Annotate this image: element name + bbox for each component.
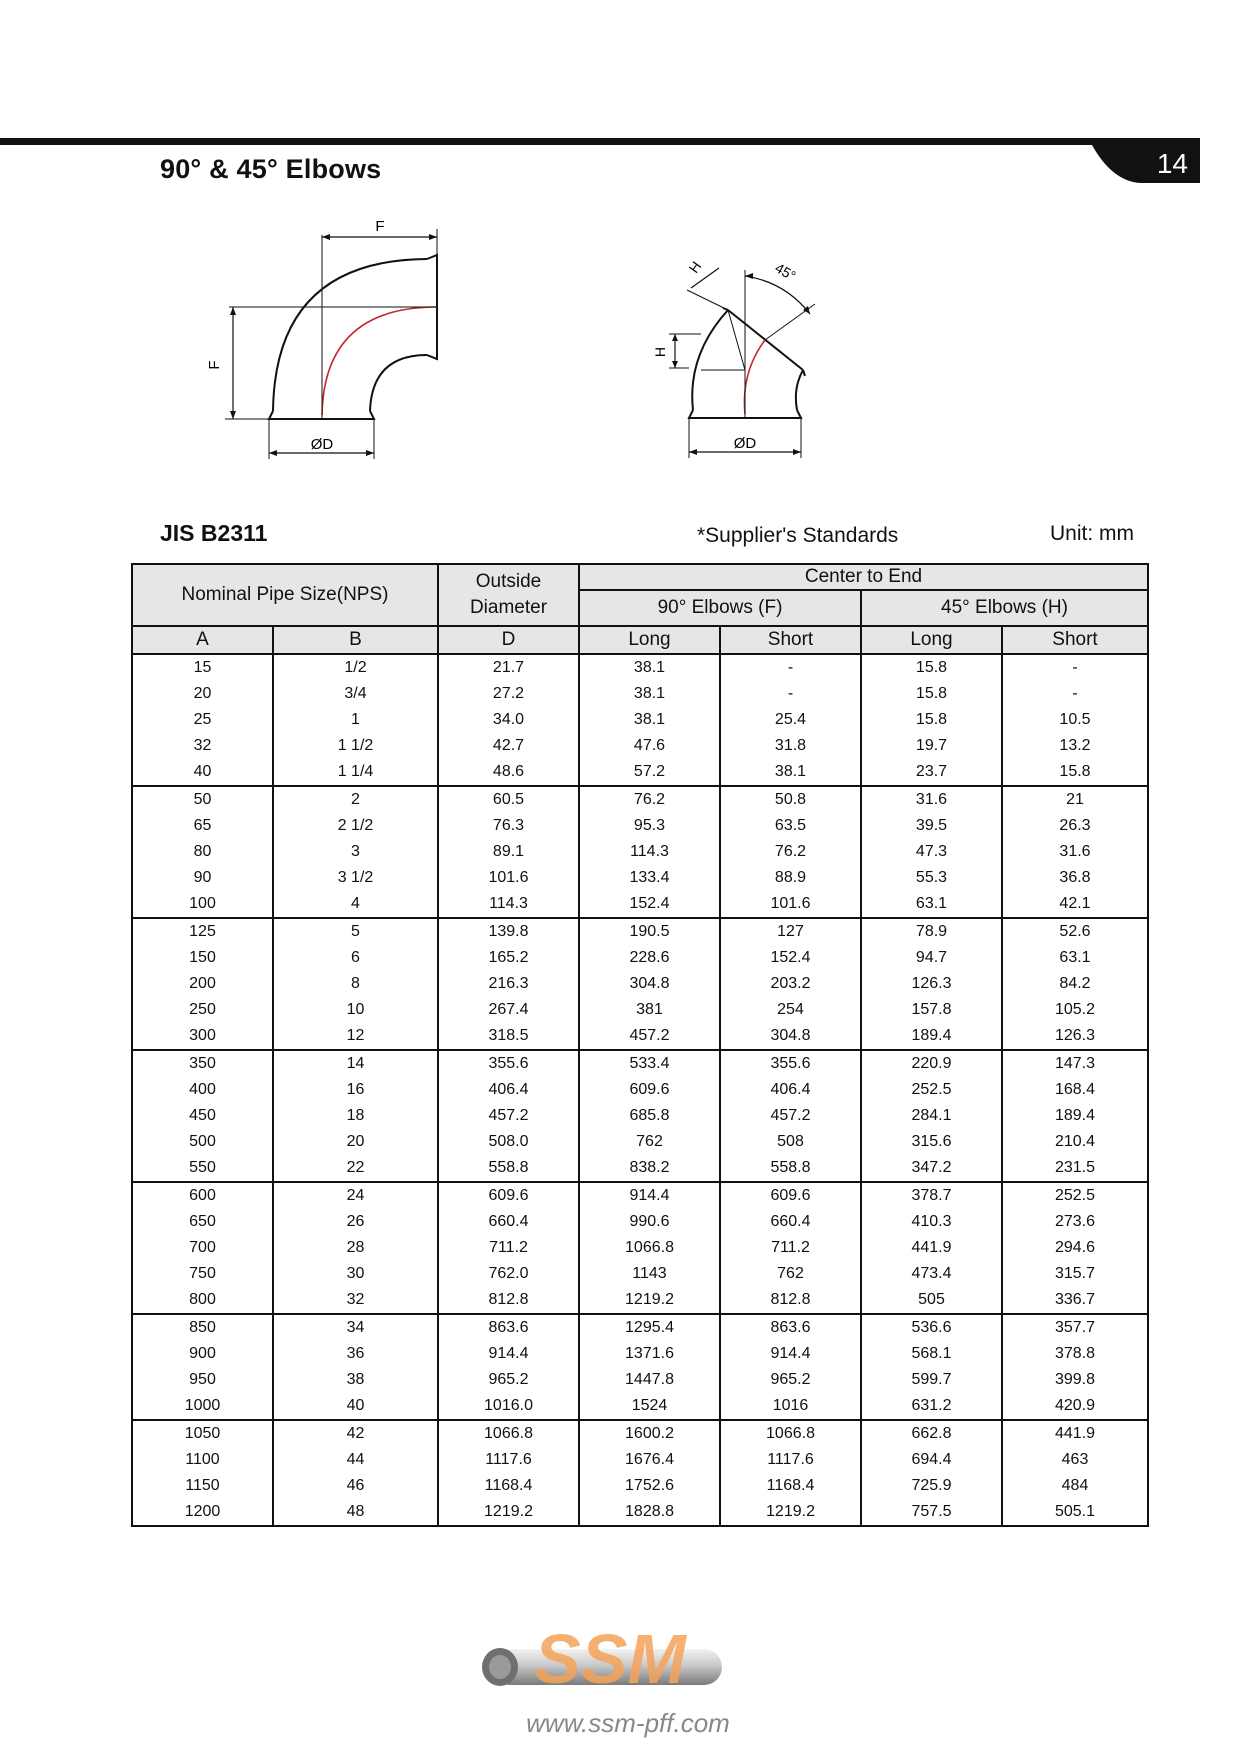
table-row [132, 1182, 1148, 1209]
cell-45-long: 631.2 [861, 1393, 1002, 1420]
cell-a: 80 [132, 839, 273, 865]
cell-b: 10 [273, 997, 438, 1023]
cell-b: 8 [273, 971, 438, 997]
cell-90-long: 457.2 [579, 1023, 720, 1050]
cell-d: 914.4 [438, 1341, 579, 1367]
od-label-90: ØD [310, 436, 334, 453]
cell-45-short: 10.5 [1002, 707, 1148, 733]
cell-b: 18 [273, 1103, 438, 1129]
cell-b: 5 [273, 918, 438, 945]
table-row [132, 1050, 1148, 1077]
cell-a: 15 [132, 654, 273, 681]
cell-45-short: 210.4 [1002, 1129, 1148, 1155]
cell-d: 48.6 [438, 759, 579, 786]
table-row [132, 1287, 1148, 1314]
cell-90-short: 558.8 [720, 1155, 861, 1182]
table-row [132, 1129, 1148, 1155]
cell-45-short: - [1002, 681, 1148, 707]
cell-45-long: 568.1 [861, 1341, 1002, 1367]
cell-a: 750 [132, 1261, 273, 1287]
cell-a: 1000 [132, 1393, 273, 1420]
cell-90-short: 1219.2 [720, 1499, 861, 1526]
cell-45-long: 410.3 [861, 1209, 1002, 1235]
cell-b: 48 [273, 1499, 438, 1526]
cell-45-short: 189.4 [1002, 1103, 1148, 1129]
cell-45-long: 378.7 [861, 1182, 1002, 1209]
cell-90-short: 406.4 [720, 1077, 861, 1103]
cell-d: 812.8 [438, 1287, 579, 1314]
cell-90-short: 914.4 [720, 1341, 861, 1367]
cell-a: 600 [132, 1182, 273, 1209]
cell-90-short: 457.2 [720, 1103, 861, 1129]
cell-d: 1219.2 [438, 1499, 579, 1526]
cell-45-long: 94.7 [861, 945, 1002, 971]
cell-a: 400 [132, 1077, 273, 1103]
table-row [132, 1473, 1148, 1499]
cell-90-long: 1676.4 [579, 1447, 720, 1473]
table-row [132, 891, 1148, 918]
cell-b: 12 [273, 1023, 438, 1050]
cell-90-short: 76.2 [720, 839, 861, 865]
table-row [132, 1499, 1148, 1526]
cell-90-short: 1117.6 [720, 1447, 861, 1473]
cell-45-long: 47.3 [861, 839, 1002, 865]
cell-90-long: 838.2 [579, 1155, 720, 1182]
cell-d: 406.4 [438, 1077, 579, 1103]
cell-90-short: 304.8 [720, 1023, 861, 1050]
cell-d: 76.3 [438, 813, 579, 839]
cell-90-long: 990.6 [579, 1209, 720, 1235]
cell-90-long: 38.1 [579, 707, 720, 733]
cell-90-long: 1524 [579, 1393, 720, 1420]
header-45-short: Short [1002, 626, 1148, 654]
cell-45-long: 757.5 [861, 1499, 1002, 1526]
cell-a: 850 [132, 1314, 273, 1341]
cell-a: 300 [132, 1023, 273, 1050]
cell-45-short: 231.5 [1002, 1155, 1148, 1182]
cell-d: 609.6 [438, 1182, 579, 1209]
elbow-45-diagram [635, 250, 835, 465]
cell-a: 1150 [132, 1473, 273, 1499]
table-row [132, 1023, 1148, 1050]
header-od-line1: Outside [475, 571, 542, 592]
cell-45-long: 15.8 [861, 654, 1002, 681]
cell-b: 46 [273, 1473, 438, 1499]
cell-45-short: 315.7 [1002, 1261, 1148, 1287]
cell-90-short: 50.8 [720, 786, 861, 813]
cell-45-short: 147.3 [1002, 1050, 1148, 1077]
cell-45-long: 441.9 [861, 1235, 1002, 1261]
cell-b: 30 [273, 1261, 438, 1287]
f-side-label: F [206, 360, 223, 370]
cell-45-short: 273.6 [1002, 1209, 1148, 1235]
cell-90-long: 1371.6 [579, 1341, 720, 1367]
cell-90-short: 1016 [720, 1393, 861, 1420]
cell-90-short: 711.2 [720, 1235, 861, 1261]
cell-b: 4 [273, 891, 438, 918]
header-45-elbows: 45° Elbows (H) [861, 590, 1148, 626]
cell-90-long: 228.6 [579, 945, 720, 971]
header-outside-diameter [438, 564, 579, 626]
cell-45-short: 26.3 [1002, 813, 1148, 839]
cell-d: 965.2 [438, 1367, 579, 1393]
cell-d: 34.0 [438, 707, 579, 733]
table-row [132, 1341, 1148, 1367]
cell-45-short: 420.9 [1002, 1393, 1148, 1420]
cell-45-long: 55.3 [861, 865, 1002, 891]
cell-90-long: 38.1 [579, 654, 720, 681]
cell-b: 6 [273, 945, 438, 971]
cell-90-short: 863.6 [720, 1314, 861, 1341]
cell-a: 500 [132, 1129, 273, 1155]
cell-45-long: 15.8 [861, 681, 1002, 707]
table-row [132, 681, 1148, 707]
cell-d: 1016.0 [438, 1393, 579, 1420]
cell-d: 60.5 [438, 786, 579, 813]
cell-45-short: 21 [1002, 786, 1148, 813]
table-body [132, 654, 1148, 1526]
cell-b: 3/4 [273, 681, 438, 707]
cell-d: 101.6 [438, 865, 579, 891]
cell-90-long: 685.8 [579, 1103, 720, 1129]
table-row [132, 786, 1148, 813]
table-row [132, 813, 1148, 839]
cell-a: 150 [132, 945, 273, 971]
cell-a: 100 [132, 891, 273, 918]
cell-45-short: 294.6 [1002, 1235, 1148, 1261]
cell-d: 711.2 [438, 1235, 579, 1261]
cell-90-long: 609.6 [579, 1077, 720, 1103]
table-row [132, 1235, 1148, 1261]
table-row [132, 1447, 1148, 1473]
cell-45-long: 347.2 [861, 1155, 1002, 1182]
cell-b: 1 1/4 [273, 759, 438, 786]
cell-a: 40 [132, 759, 273, 786]
cell-90-long: 38.1 [579, 681, 720, 707]
cell-45-short: 36.8 [1002, 865, 1148, 891]
cell-45-long: 31.6 [861, 786, 1002, 813]
cell-90-long: 1828.8 [579, 1499, 720, 1526]
cell-d: 1168.4 [438, 1473, 579, 1499]
cell-90-short: 355.6 [720, 1050, 861, 1077]
cell-a: 32 [132, 733, 273, 759]
table-row [132, 1077, 1148, 1103]
od-label-45: ØD [733, 435, 757, 452]
table-row [132, 654, 1148, 681]
cell-b: 1 1/2 [273, 733, 438, 759]
elbow-90-diagram [205, 215, 455, 465]
angle-45-label: 45° [772, 259, 799, 284]
cell-d: 114.3 [438, 891, 579, 918]
cell-45-long: 252.5 [861, 1077, 1002, 1103]
cell-45-long: 39.5 [861, 813, 1002, 839]
cell-45-long: 536.6 [861, 1314, 1002, 1341]
cell-d: 660.4 [438, 1209, 579, 1235]
cell-a: 50 [132, 786, 273, 813]
cell-90-short: 812.8 [720, 1287, 861, 1314]
cell-90-long: 190.5 [579, 918, 720, 945]
cell-45-short: 63.1 [1002, 945, 1148, 971]
cell-90-short: 965.2 [720, 1367, 861, 1393]
cell-90-long: 914.4 [579, 1182, 720, 1209]
cell-90-short: 660.4 [720, 1209, 861, 1235]
cell-90-short: 63.5 [720, 813, 861, 839]
page-number: 14 [1156, 148, 1188, 179]
cell-90-long: 1600.2 [579, 1420, 720, 1447]
cell-90-long: 1752.6 [579, 1473, 720, 1499]
cell-45-short: 105.2 [1002, 997, 1148, 1023]
cell-45-short: 505.1 [1002, 1499, 1148, 1526]
cell-b: 24 [273, 1182, 438, 1209]
cell-45-long: 694.4 [861, 1447, 1002, 1473]
cell-b: 20 [273, 1129, 438, 1155]
table-row [132, 759, 1148, 786]
cell-45-short: 484 [1002, 1473, 1148, 1499]
cell-45-long: 662.8 [861, 1420, 1002, 1447]
cell-d: 355.6 [438, 1050, 579, 1077]
table-row [132, 733, 1148, 759]
f-top-label: F [375, 218, 385, 235]
cell-b: 14 [273, 1050, 438, 1077]
cell-a: 1050 [132, 1420, 273, 1447]
cell-90-long: 133.4 [579, 865, 720, 891]
cell-b: 3 [273, 839, 438, 865]
cell-45-long: 599.7 [861, 1367, 1002, 1393]
cell-90-long: 57.2 [579, 759, 720, 786]
cell-45-long: 284.1 [861, 1103, 1002, 1129]
cell-d: 457.2 [438, 1103, 579, 1129]
cell-90-short: 88.9 [720, 865, 861, 891]
table-row [132, 918, 1148, 945]
page-number-tab [1092, 145, 1200, 183]
header-col-b: B [273, 626, 438, 654]
top-rule [0, 138, 1200, 145]
cell-d: 267.4 [438, 997, 579, 1023]
cell-90-long: 76.2 [579, 786, 720, 813]
cell-45-long: 15.8 [861, 707, 1002, 733]
cell-b: 22 [273, 1155, 438, 1182]
cell-90-short: 508 [720, 1129, 861, 1155]
table-row [132, 1103, 1148, 1129]
standard-label: JIS B2311 [160, 520, 268, 546]
cell-b: 32 [273, 1287, 438, 1314]
cell-d: 318.5 [438, 1023, 579, 1050]
cell-d: 42.7 [438, 733, 579, 759]
cell-45-short: 336.7 [1002, 1287, 1148, 1314]
cell-45-short: 357.7 [1002, 1314, 1148, 1341]
page-title: 90° & 45° Elbows [160, 154, 382, 184]
cell-a: 200 [132, 971, 273, 997]
cell-45-short: 126.3 [1002, 1023, 1148, 1050]
table-row [132, 1209, 1148, 1235]
cell-d: 139.8 [438, 918, 579, 945]
cell-45-short: 13.2 [1002, 733, 1148, 759]
cell-45-short: 42.1 [1002, 891, 1148, 918]
cell-a: 1100 [132, 1447, 273, 1473]
cell-90-short: 203.2 [720, 971, 861, 997]
cell-b: 3 1/2 [273, 865, 438, 891]
header-od-line2: Diameter [469, 597, 548, 618]
cell-45-short: 84.2 [1002, 971, 1148, 997]
cell-45-short: 52.6 [1002, 918, 1148, 945]
cell-a: 700 [132, 1235, 273, 1261]
cell-a: 950 [132, 1367, 273, 1393]
cell-b: 42 [273, 1420, 438, 1447]
cell-a: 900 [132, 1341, 273, 1367]
h-side-label: H [652, 346, 668, 358]
cell-45-short: 463 [1002, 1447, 1148, 1473]
cell-45-long: 725.9 [861, 1473, 1002, 1499]
cell-90-long: 114.3 [579, 839, 720, 865]
cell-45-short: 441.9 [1002, 1420, 1148, 1447]
h-top-label: H [685, 258, 705, 276]
header-col-d: D [438, 626, 579, 654]
cell-90-short: 38.1 [720, 759, 861, 786]
cell-a: 550 [132, 1155, 273, 1182]
cell-45-long: 23.7 [861, 759, 1002, 786]
table-row [132, 1367, 1148, 1393]
cell-a: 25 [132, 707, 273, 733]
table-row [132, 997, 1148, 1023]
logo-text: SSM [534, 1620, 686, 1698]
website-url: www.ssm-pff.com [526, 1708, 730, 1738]
cell-45-short: - [1002, 654, 1148, 681]
header-90-long: Long [579, 626, 720, 654]
cell-a: 20 [132, 681, 273, 707]
cell-45-short: 399.8 [1002, 1367, 1148, 1393]
cell-45-short: 378.8 [1002, 1341, 1148, 1367]
cell-45-short: 252.5 [1002, 1182, 1148, 1209]
cell-90-short: 101.6 [720, 891, 861, 918]
cell-b: 38 [273, 1367, 438, 1393]
table-row [132, 1393, 1148, 1420]
cell-a: 350 [132, 1050, 273, 1077]
cell-90-short: 25.4 [720, 707, 861, 733]
cell-b: 2 [273, 786, 438, 813]
cell-45-long: 63.1 [861, 891, 1002, 918]
cell-d: 1117.6 [438, 1447, 579, 1473]
cell-90-short: 254 [720, 997, 861, 1023]
cell-90-long: 1143 [579, 1261, 720, 1287]
cell-45-long: 505 [861, 1287, 1002, 1314]
cell-90-short: 31.8 [720, 733, 861, 759]
cell-b: 1 [273, 707, 438, 733]
cell-45-long: 78.9 [861, 918, 1002, 945]
cell-a: 1200 [132, 1499, 273, 1526]
cell-b: 16 [273, 1077, 438, 1103]
cell-d: 89.1 [438, 839, 579, 865]
cell-a: 800 [132, 1287, 273, 1314]
cell-90-short: 152.4 [720, 945, 861, 971]
cell-a: 250 [132, 997, 273, 1023]
cell-90-long: 381 [579, 997, 720, 1023]
cell-b: 26 [273, 1209, 438, 1235]
cell-90-long: 533.4 [579, 1050, 720, 1077]
cell-b: 1/2 [273, 654, 438, 681]
cell-b: 2 1/2 [273, 813, 438, 839]
table-row [132, 839, 1148, 865]
table-row [132, 971, 1148, 997]
cell-b: 36 [273, 1341, 438, 1367]
supplier-note: *Supplier's Standards [697, 524, 899, 547]
table-row [132, 1314, 1148, 1341]
cell-b: 44 [273, 1447, 438, 1473]
cell-d: 216.3 [438, 971, 579, 997]
cell-a: 450 [132, 1103, 273, 1129]
cell-45-long: 220.9 [861, 1050, 1002, 1077]
header-90-elbows: 90° Elbows (F) [579, 590, 861, 626]
cell-45-long: 315.6 [861, 1129, 1002, 1155]
cell-d: 27.2 [438, 681, 579, 707]
header-center-to-end: Center to End [579, 564, 1148, 590]
table-row [132, 1420, 1148, 1447]
cell-90-short: 762 [720, 1261, 861, 1287]
unit-label: Unit: mm [1050, 522, 1134, 545]
cell-45-long: 157.8 [861, 997, 1002, 1023]
cell-b: 34 [273, 1314, 438, 1341]
cell-90-long: 304.8 [579, 971, 720, 997]
table-row [132, 1261, 1148, 1287]
cell-d: 558.8 [438, 1155, 579, 1182]
elbow-dimension-table [131, 563, 1149, 1527]
cell-d: 863.6 [438, 1314, 579, 1341]
cell-45-short: 31.6 [1002, 839, 1148, 865]
header-col-a: A [132, 626, 273, 654]
cell-90-long: 152.4 [579, 891, 720, 918]
cell-90-long: 1219.2 [579, 1287, 720, 1314]
cell-90-long: 47.6 [579, 733, 720, 759]
cell-90-short: 127 [720, 918, 861, 945]
table-row [132, 945, 1148, 971]
cell-d: 762.0 [438, 1261, 579, 1287]
cell-d: 21.7 [438, 654, 579, 681]
cell-45-short: 168.4 [1002, 1077, 1148, 1103]
cell-a: 125 [132, 918, 273, 945]
cell-90-long: 1447.8 [579, 1367, 720, 1393]
cell-b: 40 [273, 1393, 438, 1420]
cell-a: 90 [132, 865, 273, 891]
cell-90-long: 762 [579, 1129, 720, 1155]
cell-90-short: 609.6 [720, 1182, 861, 1209]
table-row [132, 707, 1148, 733]
cell-45-long: 473.4 [861, 1261, 1002, 1287]
cell-d: 508.0 [438, 1129, 579, 1155]
cell-90-long: 95.3 [579, 813, 720, 839]
cell-90-long: 1295.4 [579, 1314, 720, 1341]
header-nps: Nominal Pipe Size(NPS) [132, 564, 438, 626]
cell-90-short: 1168.4 [720, 1473, 861, 1499]
cell-a: 65 [132, 813, 273, 839]
cell-90-short: 1066.8 [720, 1420, 861, 1447]
cell-45-long: 126.3 [861, 971, 1002, 997]
cell-a: 650 [132, 1209, 273, 1235]
cell-45-long: 19.7 [861, 733, 1002, 759]
table-row [132, 865, 1148, 891]
cell-45-short: 15.8 [1002, 759, 1148, 786]
cell-b: 28 [273, 1235, 438, 1261]
header-45-long: Long [861, 626, 1002, 654]
cell-90-short: - [720, 654, 861, 681]
cell-d: 165.2 [438, 945, 579, 971]
cell-90-long: 1066.8 [579, 1235, 720, 1261]
header-90-short: Short [720, 626, 861, 654]
cell-90-short: - [720, 681, 861, 707]
cell-d: 1066.8 [438, 1420, 579, 1447]
cell-45-long: 189.4 [861, 1023, 1002, 1050]
table-row [132, 1155, 1148, 1182]
